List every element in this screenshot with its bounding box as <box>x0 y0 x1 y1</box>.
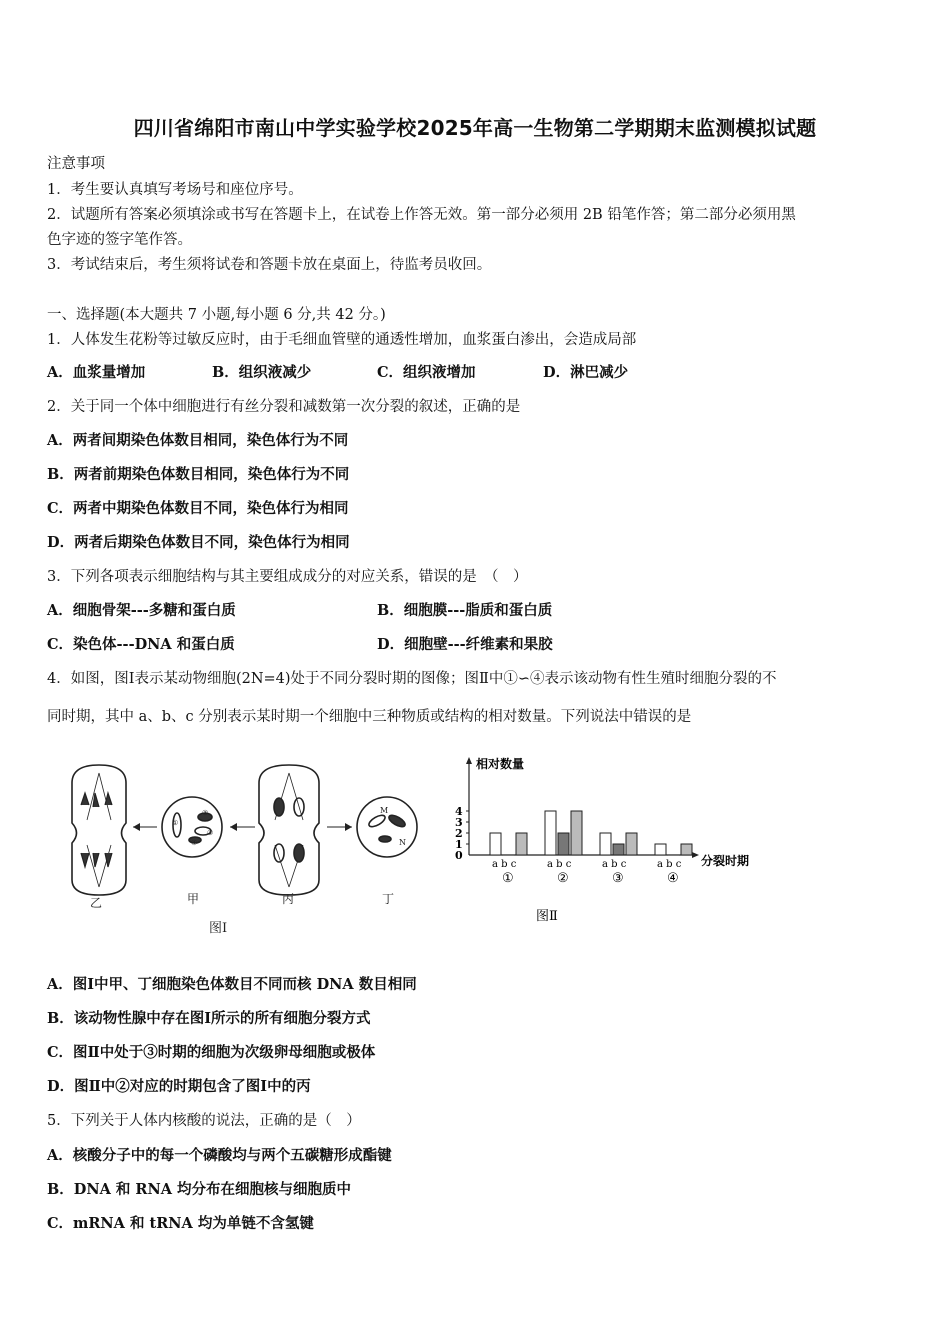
notice-item-2-line-1: 2．试题所有答案必须填涂或书写在答题卡上，在试卷上作答无效。第一部分必须用 2B 铅笔作答；第二部分必须用黑 <box>47 207 796 223</box>
y-tick-label: 2 <box>455 827 463 840</box>
bar-c-period-2 <box>571 811 582 855</box>
bar-a-period-3 <box>600 833 611 855</box>
series-sub-label: a b c <box>657 859 682 870</box>
option-a[interactable]: A．核酸分子中的每一个磷酸均与两个五碳糖形成酯键 <box>47 1147 392 1164</box>
figure-2-chart <box>455 756 749 924</box>
mark-3: ③ <box>207 829 214 837</box>
period-label: ④ <box>667 871 679 886</box>
cell-label-bing: 丙 <box>282 892 295 906</box>
bar-c-period-4 <box>681 844 692 855</box>
y-tick-label: 1 <box>455 838 463 851</box>
option-d[interactable]: D．淋巴减少 <box>543 364 629 381</box>
cell-label-yi: 乙 <box>90 896 103 910</box>
question-5-stem: 5．下列关于人体内核酸的说法，正确的是（ ） <box>47 1113 361 1129</box>
bar-a-period-1 <box>490 833 501 855</box>
figure-1 <box>72 765 417 895</box>
option-a[interactable]: A．图Ⅰ中甲、丁细胞染色体数目不同而核 DNA 数目相同 <box>47 976 417 993</box>
x-axis-arrow <box>692 852 699 858</box>
y-tick-label: 4 <box>455 805 463 818</box>
y-axis-arrow <box>466 757 472 764</box>
question-3-stem: 3．下列各项表示细胞结构与其主要组成成分的对应关系，错误的是 （ ） <box>47 569 528 585</box>
y-tick-label: 3 <box>455 816 463 829</box>
notice-item-1: 1．考生要认真填写考场号和座位序号。 <box>47 182 303 198</box>
cell-label-ding: 丁 <box>382 892 395 906</box>
cell-jia <box>162 797 222 857</box>
bar-c-period-1 <box>516 833 527 855</box>
bar-a-period-2 <box>545 811 556 855</box>
y-tick-label: 0 <box>455 849 463 862</box>
cell-label-jia: 甲 <box>187 892 200 906</box>
mark-1: ① <box>172 819 179 827</box>
x-axis-label: 分裂时期 <box>701 854 750 868</box>
option-d[interactable]: D．两者后期染色体数目不同，染色体行为相同 <box>47 534 350 551</box>
option-c[interactable]: C．染色体---DNA 和蛋白质 <box>47 636 235 653</box>
option-c[interactable]: C．mRNA 和 tRNA 均为单链不含氢键 <box>47 1215 314 1232</box>
notice-heading: 注意事项 <box>47 156 105 172</box>
bar-a-period-4 <box>655 844 666 855</box>
option-c[interactable]: C．两者中期染色体数目不同，染色体行为相同 <box>47 500 349 517</box>
figure-2-caption: 图Ⅱ <box>536 909 558 924</box>
mark-n: N <box>399 838 406 847</box>
option-c[interactable]: C．组织液增加 <box>377 364 476 381</box>
bar-c-period-3 <box>626 833 637 855</box>
period-label: ② <box>557 871 569 886</box>
question-4-stem-line-2: 同时期，其中 a、b、c 分别表示某时期一个细胞中三种物质或结构的相对数量。下列说法中错误的是 <box>47 709 692 725</box>
bar-b-period-3 <box>613 844 624 855</box>
option-a[interactable]: A．细胞骨架---多糖和蛋白质 <box>47 602 236 619</box>
series-sub-label: a b c <box>602 859 627 870</box>
period-label: ① <box>502 871 514 886</box>
y-axis-label: 相对数量 <box>476 757 525 771</box>
option-b[interactable]: B．两者前期染色体数目相同，染色体行为不同 <box>47 466 350 483</box>
option-b[interactable]: B．该动物性腺中存在图Ⅰ所示的所有细胞分裂方式 <box>47 1010 371 1027</box>
question-2-stem: 2．关于同一个体中细胞进行有丝分裂和减数第一次分裂的叙述，正确的是 <box>47 399 521 415</box>
notice-item-3: 3．考试结束后，考生须将试卷和答题卡放在桌面上，待监考员收回。 <box>47 257 492 273</box>
bar-b-period-2 <box>558 833 569 855</box>
option-d[interactable]: D．图Ⅱ中②对应的时期包含了图Ⅰ中的丙 <box>47 1078 311 1095</box>
option-a[interactable]: A．血浆量增加 <box>47 364 146 381</box>
question-1-stem: 1．人体发生花粉等过敏反应时，由于毛细血管壁的通透性增加，血浆蛋白渗出，会造成局部 <box>47 332 637 348</box>
option-b[interactable]: B．细胞膜---脂质和蛋白质 <box>377 602 553 619</box>
cell-yi <box>72 765 126 895</box>
series-sub-label: a b c <box>492 859 517 870</box>
cell-bing <box>259 765 319 895</box>
figure-1-caption: 图Ⅰ <box>209 921 228 936</box>
option-d[interactable]: D．细胞壁---纤维素和果胶 <box>377 636 553 653</box>
question-4-figures <box>47 745 787 945</box>
mark-2: ② <box>202 809 209 817</box>
mark-4: ④ <box>191 839 198 847</box>
question-4-stem-line-1: 4．如图，图Ⅰ表示某动物细胞(2N=4)处于不同分裂时期的图像；图Ⅱ中①∽④表示该动物有性生殖时细胞分裂的不 <box>47 671 777 687</box>
notice-item-2-line-2: 色字迹的签字笔作答。 <box>47 232 192 248</box>
option-b[interactable]: B．组织液减少 <box>212 364 312 381</box>
option-a[interactable]: A．两者间期染色体数目相同，染色体行为不同 <box>47 432 349 449</box>
mark-m: M <box>380 806 389 815</box>
option-b[interactable]: B．DNA 和 RNA 均分布在细胞核与细胞质中 <box>47 1181 352 1198</box>
series-sub-label: a b c <box>547 859 572 870</box>
period-label: ③ <box>612 871 624 886</box>
option-c[interactable]: C．图Ⅱ中处于③时期的细胞为次级卵母细胞或极体 <box>47 1044 376 1061</box>
section-heading: 一、选择题(本大题共 7 小题,每小题 6 分,共 42 分。) <box>47 307 386 323</box>
page-title: 四川省绵阳市南山中学实验学校2025年高一生物第二学期期末监测模拟试题 <box>133 116 817 140</box>
